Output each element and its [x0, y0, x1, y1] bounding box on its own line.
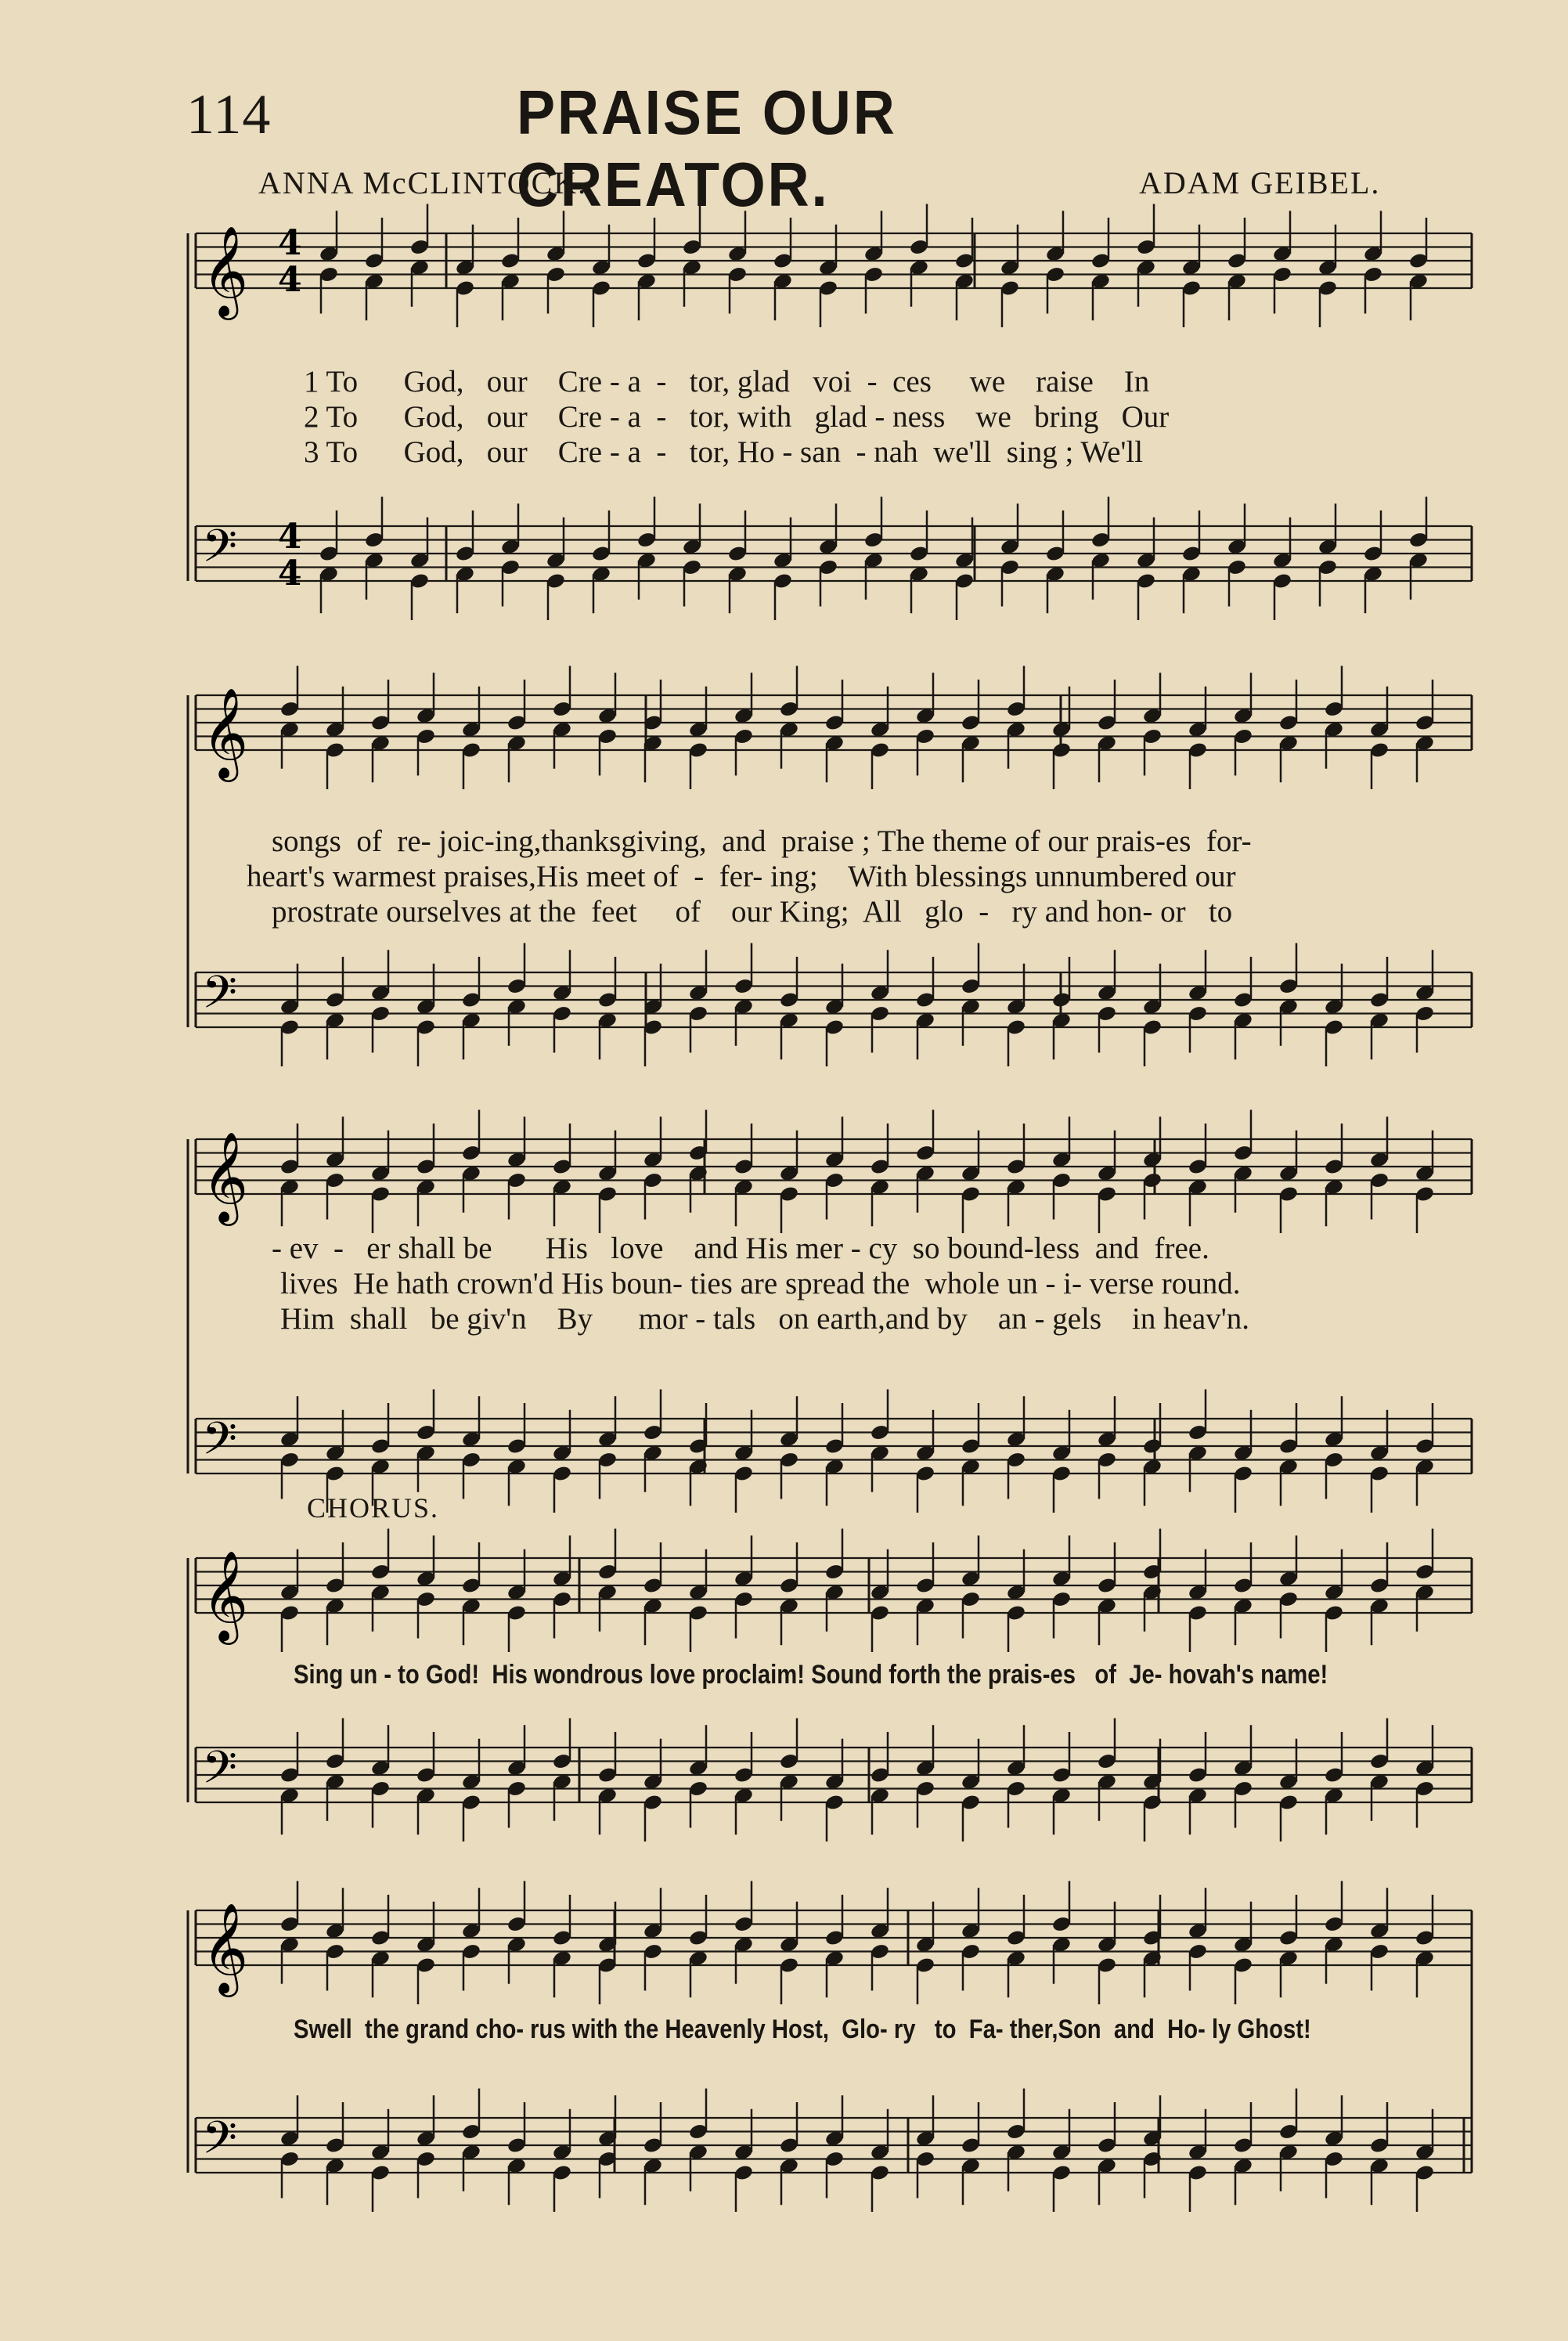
lyricist-credit: ANNA McCLINTOCK.: [258, 165, 588, 200]
verse-1-line-system-1: 1 To God, our Cre - a - tor, glad voi - ces we raise In: [304, 365, 1150, 399]
chorus-line-1: Sing un - to God! His wondrous love proclaim! Sound forth the prais-es of Je- hovah's name!: [294, 1660, 1328, 1690]
treble-clef-icon: 𝄞: [202, 1131, 249, 1222]
treble-clef-icon: 𝄞: [202, 1902, 249, 1993]
treble-clef-icon: 𝄞: [202, 1549, 249, 1641]
chorus-label: CHORUS.: [307, 1492, 440, 1524]
treble-clef-icon: 𝄞: [202, 225, 249, 316]
time-signature-top-bass: 4: [278, 517, 302, 557]
composer-credit: ADAM GEIBEL.: [1139, 165, 1381, 200]
bass-clef-icon: 𝄢: [202, 965, 238, 1030]
bass-clef-icon: 𝄢: [202, 519, 238, 584]
time-signature-bottom-bass: 4: [278, 554, 302, 593]
time-signature-top-treble: 4: [278, 223, 302, 263]
verse-1-line-system-3: - ev - er shall be His love and His mer - cy so bound-less and free.: [272, 1232, 1209, 1265]
verse-3-line-system-3: Him shall be giv'n By mor - tals on earth,and by an - gels in heav'n.: [280, 1302, 1250, 1336]
verse-2-line-system-2: heart's warmest praises,His meet of - fer- ing; With blessings unnumbered our: [247, 860, 1236, 893]
verse-3-line-system-1: 3 To God, our Cre - a - tor, Ho - san - nah we'll sing ; We'll: [304, 435, 1144, 469]
verse-2-line-system-1: 2 To God, our Cre - a - tor, with glad - ness we bring Our: [304, 400, 1170, 434]
chorus-line-2: Swell the grand cho- rus with the Heavenly Host, Glo- ry to Fa- ther,Son and Ho- ly Ghost!: [294, 2015, 1311, 2044]
bass-clef-icon: 𝄢: [202, 1740, 238, 1805]
page-number: 114: [186, 83, 272, 146]
bass-clef-icon: 𝄢: [202, 1412, 238, 1477]
verse-2-line-system-3: lives He hath crown'd His boun- ties are spread the whole un - i- verse round.: [280, 1267, 1241, 1300]
hymn-title: PRAISE OUR CREATOR.: [517, 78, 897, 219]
time-signature-bottom-treble: 4: [278, 260, 302, 300]
verse-1-line-system-2: songs of re- joic-ing,thanksgiving, and praise ; The theme of our prais-es for-: [272, 824, 1252, 858]
treble-clef-icon: 𝄞: [202, 687, 249, 778]
verse-3-line-system-2: prostrate ourselves at the feet of our King; All glo - ry and hon- or to: [272, 895, 1233, 929]
bass-clef-icon: 𝄢: [202, 2111, 238, 2176]
